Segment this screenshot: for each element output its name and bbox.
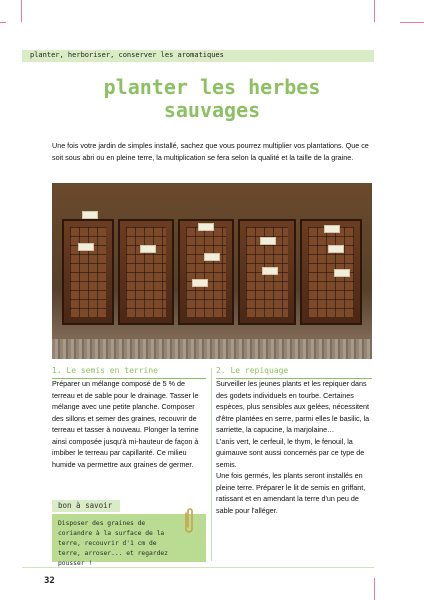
plant-label [140,245,156,253]
plant-label [260,237,276,245]
section-1-title: 1. Le semis en terrine [52,366,158,375]
section-2-title: 2. Le repiquage [216,366,289,375]
page-title-line-1: planter les herbes [103,75,321,99]
section-2-paragraph: Une fois germés, les plants seront installés en pleine terre. Préparer le lit de semis en griffant, ratissant et en amendant la terre d'un peu de sable pour l'alléger. [216,471,366,515]
crop-mark [0,22,6,23]
plant-label [334,269,350,277]
footer-rule [22,567,374,568]
tip-label: bon à savoir [58,501,113,510]
plant-label [204,253,220,261]
plant-label [78,243,94,251]
page-number: 32 [44,576,55,586]
seed-tray-photo [52,183,372,359]
crop-mark [21,0,22,22]
section-2-body [216,378,370,516]
section-1-body [52,378,207,470]
plant-label [198,223,214,231]
page-title-line-2: sauvages [163,98,261,122]
plant-label [262,267,278,275]
plant-label [192,279,208,287]
seed-tray [62,219,114,325]
plant-label [328,245,344,253]
section-2-paragraph: L'anis vert, le cerfeuil, le thym, le fenouil, la guimauve sont aussi concernés par ce type de semis. [216,436,365,469]
plant-label [324,225,340,233]
seed-tray [178,219,234,325]
page-title [52,76,372,122]
seed-tray [300,219,362,325]
section-1-paragraph: Préparer un mélange composé de 5 % de terreau et de sable pour le drainage. Tasser le mélange avec une petite planche. Composer des sillons et semer des graines, recouvrir de terreau et tasser à nouveau. Plonger la terrine ainsi composée jusqu'à mi-hauteur de façon à imbiber le terreau par capillarité. Ce milieu humide va permettre aux graines de germer. [52,379,199,469]
intro-paragraph: Une fois votre jardin de simples installé, sachez que vous pourrez multiplier vos plantations. Que ce soit sous abri ou en pleine terre, la multiplication se fera selon la qualité et la taille de la graine. [52,141,369,162]
plant-label [82,211,98,219]
paperclip-icon [183,507,195,535]
tip-text: Disposer des graines de coriandre à la surface de la terre, recouvrir d'1 cm de terre, arroser... et regardez pousser ! [58,520,168,567]
gravel-ground [52,339,372,359]
crop-mark [374,578,375,600]
section-2-paragraph: Surveiller les jeunes plants et les repiquer dans des godets individuels en tourbe. Certaines espèces, plus sensibles aux gelées, nécessitent d'être plantées en serre, parmi elles le basilic, la sarriette, la capucine, la marjolaine… [216,379,370,434]
crop-mark [400,22,424,23]
crop-mark [374,0,375,22]
running-header: planter, herboriser, conserver les aromatiques [30,51,224,59]
column-divider [211,368,212,561]
seed-tray [118,219,174,325]
